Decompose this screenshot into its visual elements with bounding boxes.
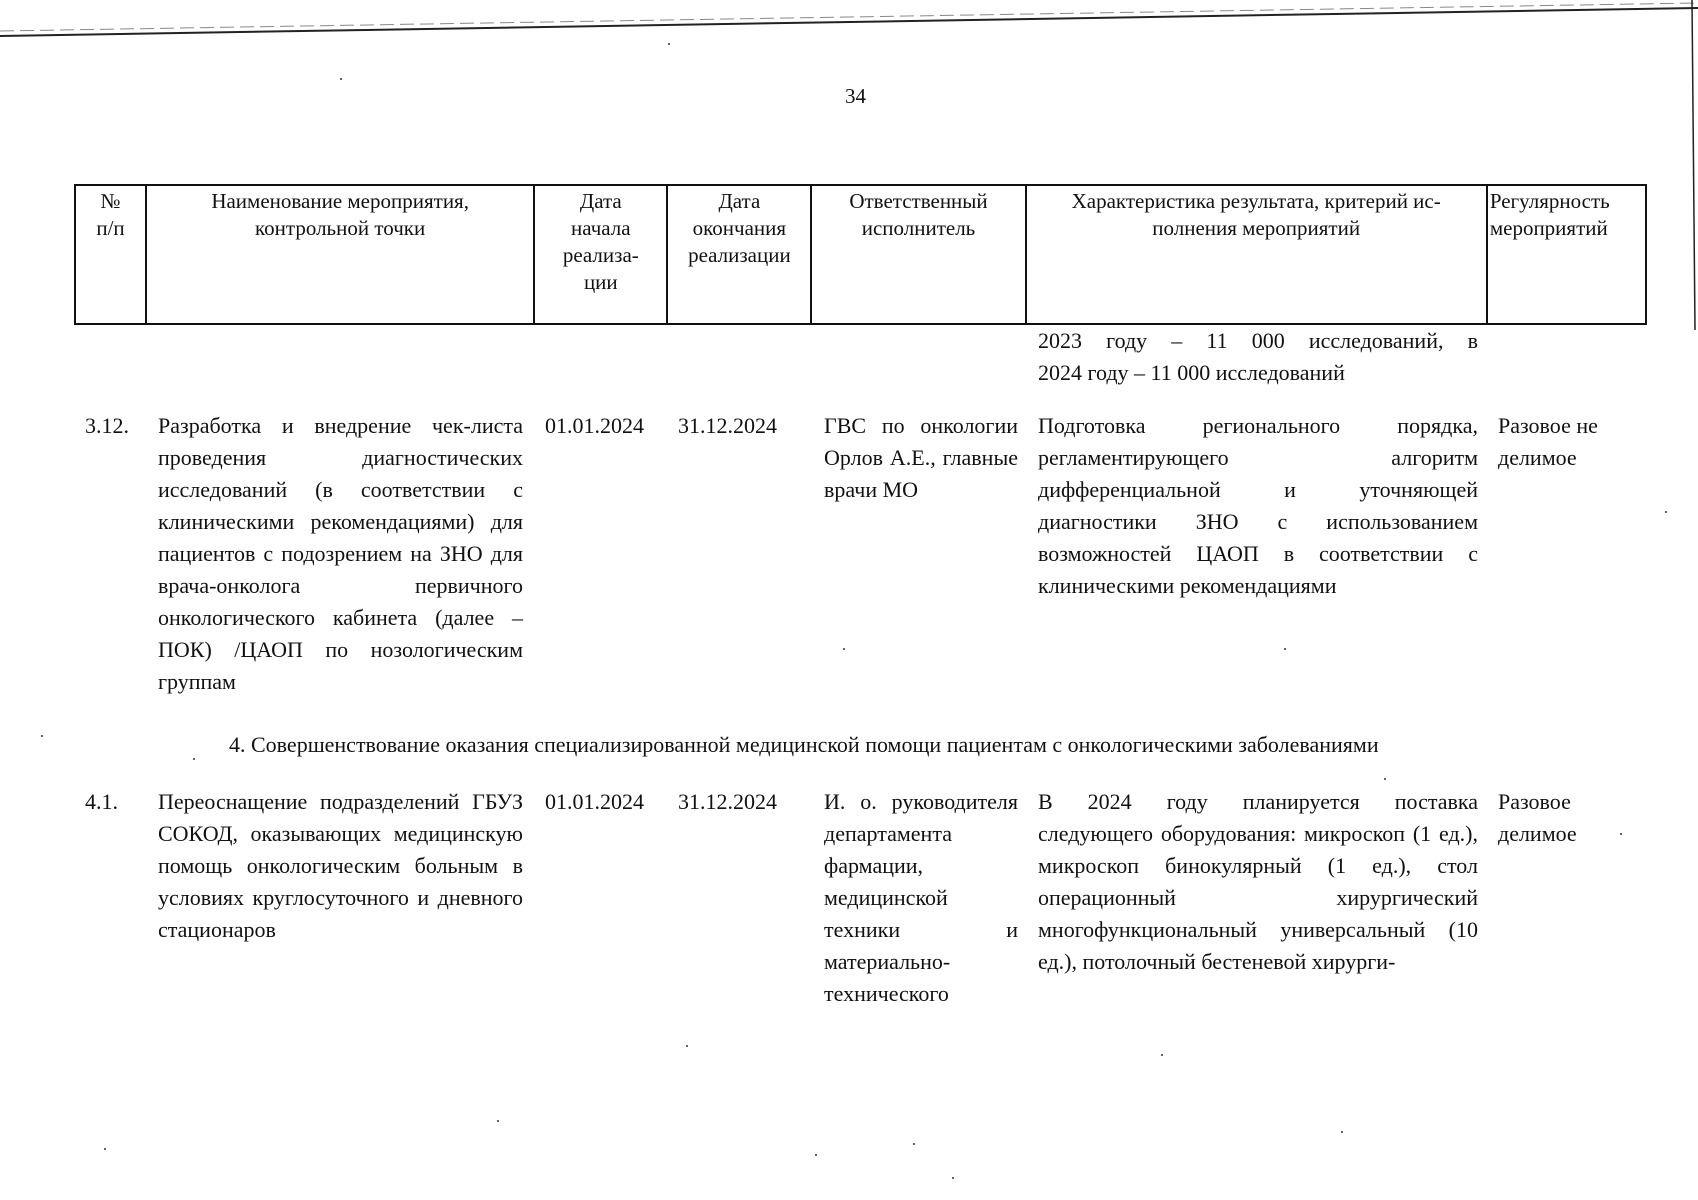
row-num: 4.1. [85, 789, 118, 814]
row-num: 3.12. [85, 413, 129, 438]
row-regularity: Разовое делимое [1498, 789, 1577, 846]
section-heading: 4. Совершенствование оказания специализированной медицинской помощи пациентам с онкологическими заболеваниями [229, 732, 1379, 757]
scan-edge-right [1668, 0, 1698, 1200]
continuation-line-1: 2023 году – 11 000 исследований, в [1038, 328, 1478, 353]
row-start-date: 01.01.2024 [545, 413, 644, 438]
continuation-text [1038, 325, 1478, 389]
page-number: 34 [845, 84, 866, 108]
row-responsible: ГВС по онкологии Орлов А.Е., главные врачи МО [824, 413, 1018, 502]
row-name: Разработка и внедрение чек-листа проведения диагностических исследований (в соответствии с клиническими рекомендациями) для пациентов с подозрением на ЗНО для врача-онколога первичного онкологического кабинета (далее – ПОК) /ЦАОП по нозологическим группам [158, 413, 523, 694]
row-end-date: 31.12.2024 [678, 413, 777, 438]
row-responsible: И. о. руководителя департамента фармации, медицинской техники и материально-технического [824, 789, 1018, 1006]
row-name: Переоснащение подразделений ГБУЗ СОКОД, оказывающих медицинскую помощь онкологическим больным в условиях круглосуточного и дневного стационаров [158, 789, 523, 942]
row-result: В 2024 году планируется поставка следующего оборудования: микроскоп (1 ед.), микроскоп бинокулярный (1 ед.), стол операционный хирургический многофункциональный универсальный (10 ед.), потолочный бестеневой хирурги- [1038, 789, 1478, 974]
header-name: Наименование мероприятия, контрольной точки [146, 185, 534, 324]
header-responsible: Ответственный исполнитель [811, 185, 1025, 324]
row-end-date: 31.12.2024 [678, 789, 777, 814]
header-num: № п/п [75, 185, 146, 324]
header-end-date: Дата окончания реализации [667, 185, 811, 324]
header-result: Характеристика результата, критерий ис- полнения мероприятий [1026, 185, 1487, 324]
scan-edge-top [0, 0, 1698, 40]
continuation-line-2: 2024 году – 11 000 исследований [1038, 360, 1345, 385]
header-start-date: Дата начала реализа- ции [534, 185, 667, 324]
row-regularity: Разовое не делимое [1498, 413, 1598, 470]
header-regularity: Регулярность мероприятий [1487, 185, 1646, 324]
row-start-date: 01.01.2024 [545, 789, 644, 814]
table-header [74, 184, 1647, 325]
row-result: Подготовка регионального порядка, регламентирующего алгоритм дифференциальной и уточняющей диагностики ЗНО с использованием возможностей ЦАОП в соответствии с клиническими рекомендациями [1038, 413, 1478, 598]
